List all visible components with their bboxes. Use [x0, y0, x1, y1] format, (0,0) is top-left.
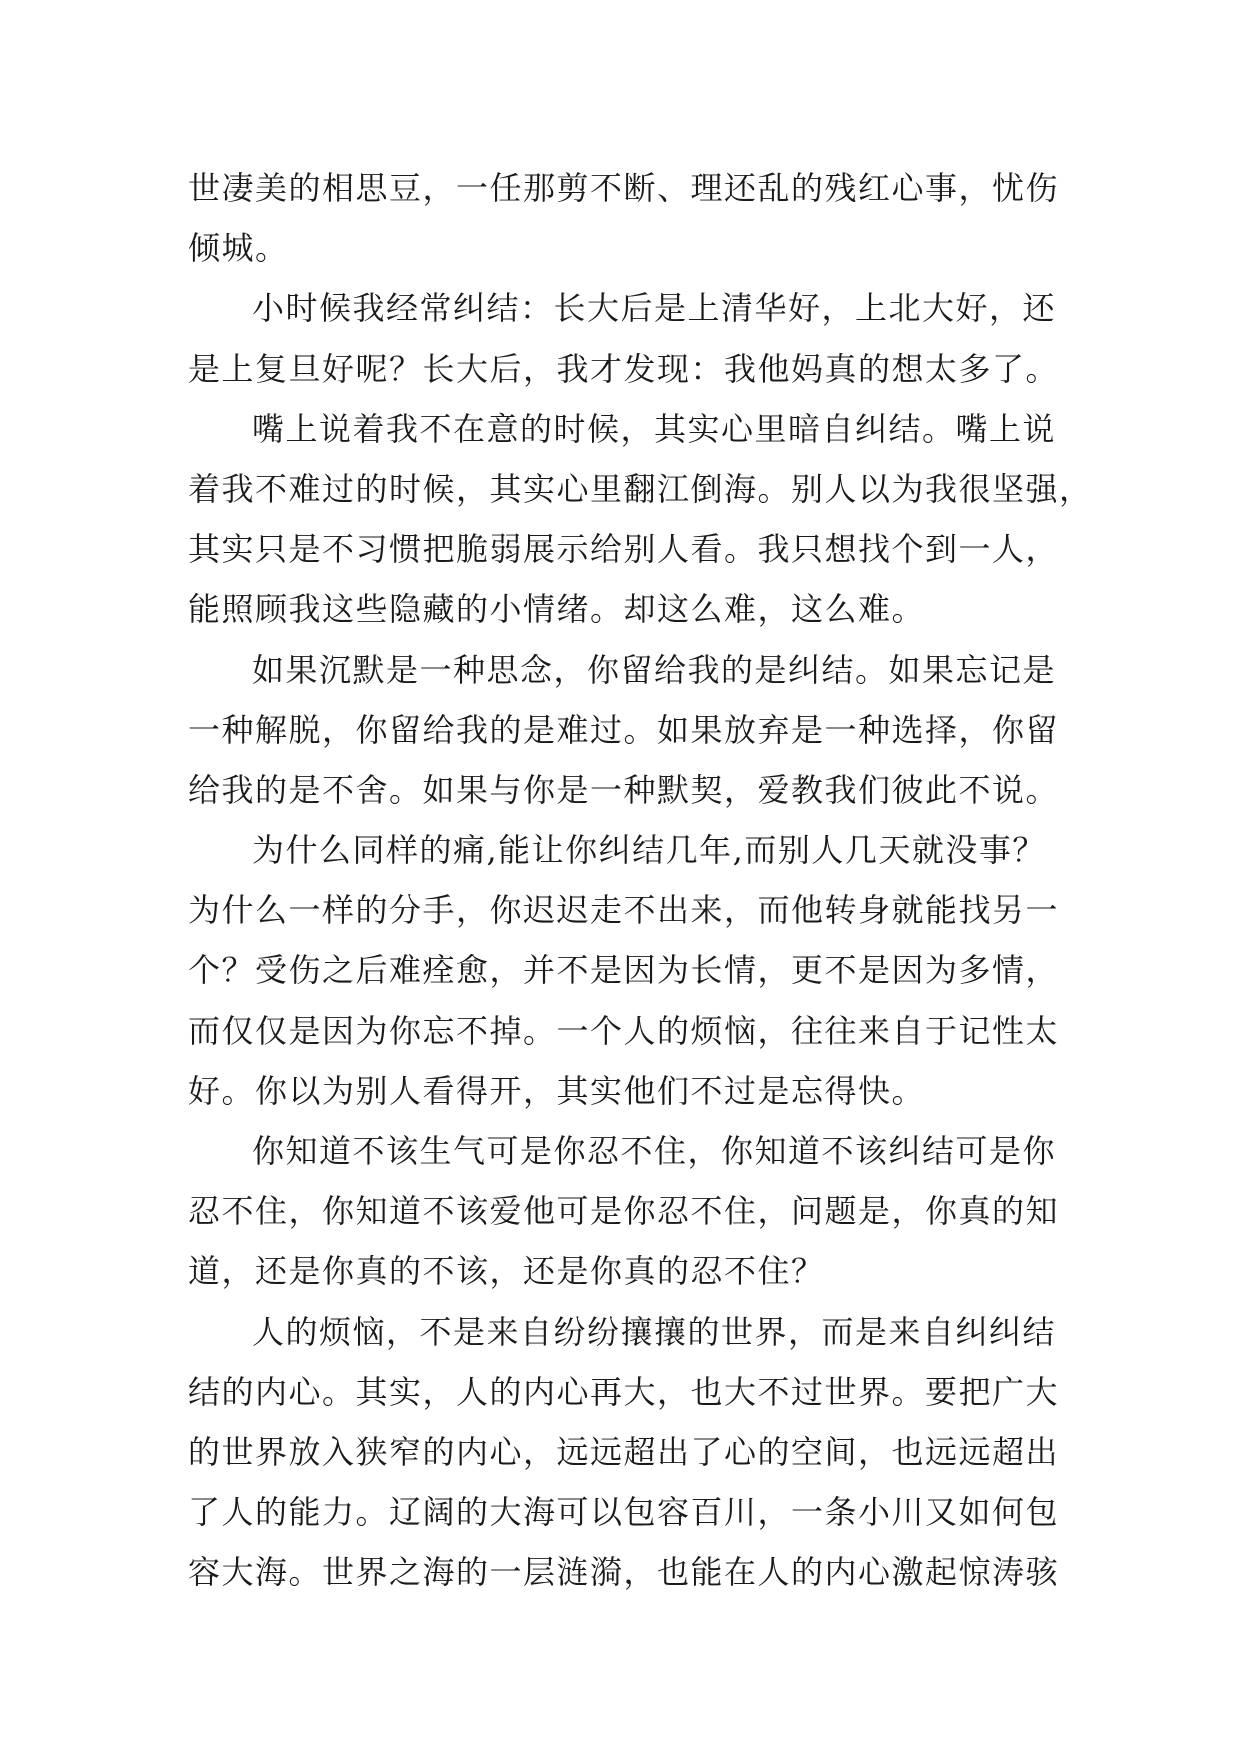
text-line: 一种解脱，你留给我的是难过。如果放弃是一种选择，你留 [188, 710, 1060, 749]
text-line: 能照顾我这些隐藏的小情绪。却这么难，这么难。 [188, 590, 926, 629]
text-line: 道，还是你真的不该，还是你真的忍不住？ [188, 1252, 825, 1291]
text-line: 世凄美的相思豆，一任那剪不断、理还乱的残红心事，忧伤 [188, 169, 1060, 207]
paragraph-start-line: 人的烦恼，不是来自纷纷攘攘的世界，而是来自纠纠结 [252, 1312, 1057, 1351]
text-line: 而仅仅是因为你忘不掉。一个人的烦恼，往往来自于记性太 [188, 1011, 1060, 1050]
text-line: 是上复旦好呢？长大后，我才发现：我他妈真的想太多了。 [188, 349, 1060, 388]
text-line: 个？受伤之后难痊愈，并不是因为长情，更不是因为多情， [188, 951, 1060, 990]
text-line: 忍不住，你知道不该爱他可是你忍不住，问题是，你真的知 [188, 1192, 1060, 1231]
body-text [188, 158, 1093, 1603]
text-line: 结的内心。其实，人的内心再大，也大不过世界。要把广大 [188, 1372, 1060, 1411]
paragraph-start-line: 你知道不该生气可是你忍不住，你知道不该纠结可是你 [252, 1132, 1057, 1170]
paragraph-start-line: 嘴上说着我不在意的时候，其实心里暗自纠结。嘴上说 [252, 409, 1057, 448]
text-line: 其实只是不习惯把脆弱展示给别人看。我只想找个到一人， [188, 530, 1060, 569]
text-line: 为什么一样的分手，你迟迟走不出来，而他转身就能找另一 [188, 891, 1060, 930]
text-line: 倾城。 [188, 229, 289, 268]
paragraph-start-line: 为什么同样的痛,能让你纠结几年,而别人几天就没事？ [252, 831, 1046, 870]
text-line: 着我不难过的时候，其实心里翻江倒海。别人以为我很坚强， [188, 469, 1093, 508]
text-line: 了人的能力。辽阔的大海可以包容百川，一条小川又如何包 [188, 1493, 1060, 1532]
text-line: 好。你以为别人看得开，其实他们不过是忘得快。 [188, 1071, 926, 1110]
text-line: 给我的是不舍。如果与你是一种默契，爱教我们彼此不说。 [188, 770, 1060, 809]
text-line: 的世界放入狭窄的内心，远远超出了心的空间，也远远超出 [188, 1432, 1060, 1471]
text-line: 容大海。世界之海的一层涟漪，也能在人的内心激起惊涛骇 [188, 1553, 1060, 1592]
paragraph-start-line: 如果沉默是一种思念，你留给我的是纠结。如果忘记是 [252, 650, 1057, 689]
paragraph-start-line: 小时候我经常纠结：长大后是上清华好，上北大好，还 [252, 289, 1057, 328]
